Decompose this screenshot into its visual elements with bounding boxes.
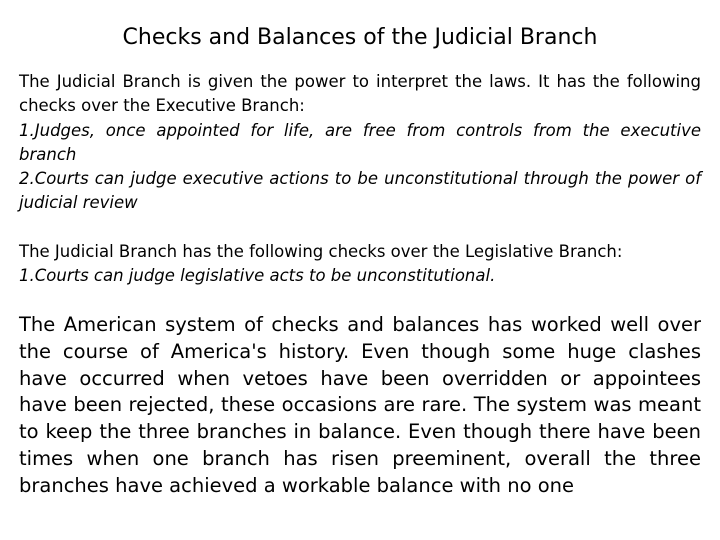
executive-intro: The Judicial Branch is given the power to interpret the laws. It has the following checks over the Executive Branch: <box>19 72 701 116</box>
executive-check-1: 1.Judges, once appointed for life, are free from controls from the executive branch <box>19 120 701 164</box>
legislative-check-1: 1.Courts can judge legislative acts to be unconstitutional. <box>19 266 496 286</box>
slide-title: Checks and Balances of the Judicial Branch <box>122 25 598 50</box>
spacer <box>19 288 701 312</box>
executive-check-2: 2.Courts can judge executive actions to be unconstitutional through the power of judicial review <box>19 169 701 213</box>
spacer <box>19 216 701 240</box>
summary-paragraph: The American system of checks and balances has worked well over the course of America's history. Even though some huge clashes have occurred when vetoes have been overridden or appointees have been rejected, these occasions are rare. The system was meant to keep the three branches in balance. Even though there have been times when one branch has risen preeminent, overall the three branches have achieved a workable balance with no one <box>19 313 701 497</box>
legislative-intro: The Judicial Branch has the following checks over the Legislative Branch: <box>19 241 623 261</box>
slide-body <box>19 70 701 499</box>
